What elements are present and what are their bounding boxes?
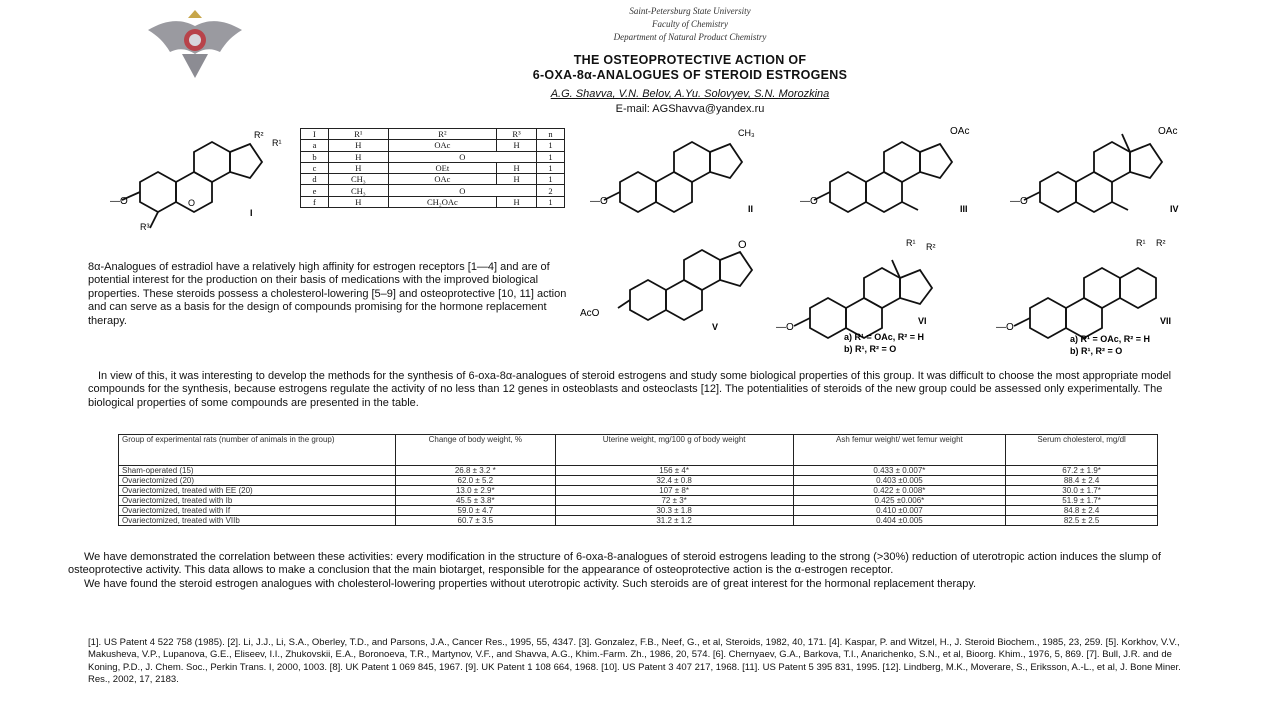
oac-label-iii: OAc <box>950 126 970 137</box>
substituent-cell: 1 <box>537 174 565 185</box>
vi-note-a: a) R¹ = OAc, R² = H <box>844 332 925 342</box>
structures-top-row <box>590 120 1210 240</box>
substituent-cell: H <box>328 140 388 151</box>
substituent-cell: O <box>388 151 536 162</box>
table-cell: Ovariectomized, treated with VIIb <box>119 516 396 526</box>
table-header-cell: Serum cholesterol, mg/dl <box>1006 435 1158 466</box>
table-cell: 72 ± 3* <box>555 496 793 506</box>
table-cell: 51.9 ± 1.7* <box>1006 496 1158 506</box>
structure-label-VII: VII <box>1160 316 1172 326</box>
substituent-row <box>301 129 565 140</box>
table-row <box>119 476 1158 486</box>
table-header-cell: Change of body weight, % <box>396 435 556 466</box>
substituent-cell: CH₃ <box>328 185 388 196</box>
table-cell: Sham-operated (15) <box>119 466 396 476</box>
methoxy-label-ii: —O <box>590 196 608 207</box>
table-cell: 0.403 ±0.005 <box>793 476 1006 486</box>
r2-label-vii: R² <box>1156 238 1166 248</box>
r1-label: R¹ <box>272 138 282 148</box>
table-cell: 88.4 ± 2.4 <box>1006 476 1158 486</box>
table-cell: 67.2 ± 1.9* <box>1006 466 1158 476</box>
r1-label-vi: R¹ <box>906 238 916 248</box>
table-cell: 30.0 ± 1.7* <box>1006 486 1158 496</box>
table-cell: Ovariectomized (20) <box>119 476 396 486</box>
substituent-table <box>300 128 565 208</box>
substituent-cell: I <box>301 129 329 140</box>
substituent-cell: H <box>328 162 388 173</box>
substituent-cell: H <box>328 196 388 207</box>
intro-paragraph: 8α-Analogues of estradiol have a relatively high affinity for estrogen receptors [1—4] and are of potential interest for the production on their basis of medications with the improved biological properties. These steroids possess a cholesterol-lowering [5–9] and osteoprotective [10, 11] action and can serve as a basis for the design of compounds promising for the hormone replacement therapy. <box>88 261 567 327</box>
substituent-row <box>301 196 565 207</box>
table-row <box>119 486 1158 496</box>
vii-note-b: b) R¹, R² = O <box>1070 346 1123 356</box>
table-row <box>119 506 1158 516</box>
r2-label: R² <box>254 130 264 140</box>
r2-label-vi: R² <box>926 242 936 252</box>
table-cell: 30.3 ± 1.8 <box>555 506 793 516</box>
biological-properties-table <box>118 434 1158 526</box>
methoxy-label-vii: —O <box>996 322 1014 333</box>
substituent-cell: OEt <box>388 162 496 173</box>
substituent-cell: OAc <box>388 174 496 185</box>
substituent-cell: d <box>301 174 329 185</box>
substituent-cell: O <box>388 185 536 196</box>
poster-title-line1: THE OSTEOPROTECTIVE ACTION OF <box>573 53 807 67</box>
faculty-name: Faculty of Chemistry <box>652 19 728 29</box>
university-emblem <box>140 8 250 80</box>
methoxy-label-vi: —O <box>776 322 794 333</box>
substituent-cell: f <box>301 196 329 207</box>
table-cell: 107 ± 8* <box>555 486 793 496</box>
email-link[interactable]: E-mail: AGShavva@yandex.ru <box>615 103 765 115</box>
structure-label-IV: IV <box>1170 204 1179 214</box>
rationale-paragraph: In view of this, it was interesting to develop the methods for the synthesis of 6-oxa-8α-analogues of steroid estrogens and study some biological properties of this group. It was difficult to choose the most appropriate model compounds for the synthesis, because estrogens regulate the activity of no less than 12 genes in osteoblasts and osteoclasts [12]. The potentialities of steroids of the new group could be assessed only experimentally. The biological properties of some compounds are presented in the table. <box>88 370 1172 409</box>
substituent-row <box>301 185 565 196</box>
substituent-cell: CH₃ <box>328 174 388 185</box>
table-header-cell: Group of experimental rats (number of animals in the group) <box>119 435 396 466</box>
vi-note-b: b) R¹, R² = O <box>844 344 897 354</box>
structure-label-V: V <box>712 322 719 332</box>
table-cell: Ovariectomized, treated with Ib <box>119 496 396 506</box>
table-cell: 13.0 ± 2.9* <box>396 486 556 496</box>
substituent-cell: 1 <box>537 151 565 162</box>
substituent-cell: H <box>497 196 537 207</box>
aco-label: AcO <box>580 308 600 319</box>
substituent-cell: OAc <box>388 140 496 151</box>
substituent-cell: e <box>301 185 329 196</box>
substituent-cell: c <box>301 162 329 173</box>
ketone-o-label: O <box>738 239 747 251</box>
substituent-row <box>301 162 565 173</box>
structure-I <box>110 120 300 240</box>
table-cell: 62.0 ± 5.2 <box>396 476 556 486</box>
ch3-label: CH₃ <box>738 128 755 138</box>
table-cell: Ovariectomized, treated with If <box>119 506 396 516</box>
substituent-cell: H <box>497 140 537 151</box>
table-cell: 0.425 ±0.006* <box>793 496 1006 506</box>
table-cell: 32.4 ± 0.8 <box>555 476 793 486</box>
substituent-cell: 1 <box>537 196 565 207</box>
substituent-row <box>301 140 565 151</box>
substituent-row <box>301 174 565 185</box>
authors: A.G. Shavva, V.N. Belov, A.Yu. Solovyev, S.N. Morozkina <box>550 88 830 100</box>
table-header-row <box>119 435 1158 466</box>
table-row <box>119 466 1158 476</box>
substituent-cell: H <box>497 162 537 173</box>
structure-label-I: I <box>250 208 253 218</box>
conclusion-paragraph-2: We have found the steroid estrogen analogues with cholesterol-lowering properties without uterotropic activity. Such steroids are of great interest for the hormonal replacement therapy. <box>84 577 977 590</box>
substituent-cell: a <box>301 140 329 151</box>
table-cell: Ovariectomized, treated with EE (20) <box>119 486 396 496</box>
table-cell: 0.433 ± 0.007* <box>793 466 1006 476</box>
structure-label-III: III <box>960 204 968 214</box>
university-name: Saint-Petersburg State University <box>629 6 751 16</box>
substituent-cell: CH₂OAc <box>388 196 496 207</box>
structure-label-VI: VI <box>918 316 927 326</box>
substituent-cell: R² <box>388 129 496 140</box>
table-row <box>119 496 1158 506</box>
table-cell: 31.2 ± 1.2 <box>555 516 793 526</box>
conclusion-paragraph-1: We have demonstrated the correlation between these activities: every modification in the structure of 6-oxa-8-analogues of steroid estrogens leading to the strong (>30%) reduction of uterotropic action induces the slump of osteoprotective activity. This data allows to make a conclusion that the main biotarget, responsible for the appearance of osteoprotective action is the α-estrogen receptor. <box>68 551 1161 577</box>
methoxy-label: —O <box>110 196 128 207</box>
references: [1]. US Patent 4 522 758 (1985). [2]. Li, J.J., Li, S.A., Oberley, T.D., and Parsons, J.A., Cancer Res., 1995, 55, 4347. [3]. Gonzalez, F.B., Neef, G., et al, Steroids, 1982, 40, 171. [4]. Kaspar, P. and Witzel, H., J. Steroid Biochem., 1985, 23, 259. [5]. Korkhov, V.V., Makusheva, V.P., Lupanova, G.E., Eliseev, I.I., Zhukovskii, E.A., Boronoeva, T.R., Martynov, V.F., and Shavva, A.G., Khim.-Farm. Zh., 1986, 20, 574. [6]. Chernyaev, G.A., Barkova, T.I., Anarichenko, S.N., et al, Bioorg. Khim., 1976, 5, 869. [7]. Bull, J.R. and de Koning, P.D., J. Chem. Soc., Perkin Trans. I, 2000, 1003. [8]. UK Patent 1 069 845, 1967. [9]. UK Patent 1 108 664, 1968. [10]. US Patent 3 407 217, 1968. [11]. US Patent 5 395 831, 1995. [12]. Lindberg, M.K., Moverare, S., Eriksson, A.-L., et al, J. Bone Miner. Res., 2002, 17, 2183. <box>88 637 1181 686</box>
substituent-cell: R¹ <box>328 129 388 140</box>
substituent-row <box>301 151 565 162</box>
oac-label-iv: OAc <box>1158 126 1178 137</box>
ring-oxygen: O <box>188 198 196 208</box>
table-cell: 26.8 ± 3.2 * <box>396 466 556 476</box>
r1-label-vii: R¹ <box>1136 238 1146 248</box>
substituent-cell: R³ <box>497 129 537 140</box>
department-name: Department of Natural Product Chemistry <box>613 32 767 42</box>
table-cell: 45.5 ± 3.8* <box>396 496 556 506</box>
table-cell: 0.422 ± 0.008* <box>793 486 1006 496</box>
table-cell: 82.5 ± 2.5 <box>1006 516 1158 526</box>
substituent-cell: H <box>497 174 537 185</box>
structure-label-II: II <box>748 204 754 214</box>
structures-bottom-row <box>580 228 1220 363</box>
table-cell: 0.410 ±0.007 <box>793 506 1006 516</box>
table-cell: 84.8 ± 2.4 <box>1006 506 1158 516</box>
substituent-cell: H <box>328 151 388 162</box>
table-row <box>119 516 1158 526</box>
r3-label: R³ <box>140 222 150 232</box>
table-cell: 60.7 ± 3.5 <box>396 516 556 526</box>
substituent-cell: 1 <box>537 140 565 151</box>
substituent-cell: 1 <box>537 162 565 173</box>
table-cell: 0.404 ±0.005 <box>793 516 1006 526</box>
table-cell: 59.0 ± 4.7 <box>396 506 556 516</box>
substituent-cell: 2 <box>537 185 565 196</box>
table-cell: 156 ± 4* <box>555 466 793 476</box>
table-header-cell: Ash femur weight/ wet femur weight <box>793 435 1006 466</box>
eagle-emblem-icon <box>140 8 250 80</box>
substituent-cell: b <box>301 151 329 162</box>
conclusion-paragraphs <box>68 551 1198 591</box>
table-header-cell: Uterine weight, mg/100 g of body weight <box>555 435 793 466</box>
methoxy-label-iv: —O <box>1010 196 1028 207</box>
methoxy-label-iii: —O <box>800 196 818 207</box>
vii-note-a: a) R¹ = OAc, R² = H <box>1070 334 1151 344</box>
poster-title-line2: 6-OXA-8α-ANALOGUES OF STEROID ESTROGENS <box>532 68 848 82</box>
substituent-cell: n <box>537 129 565 140</box>
